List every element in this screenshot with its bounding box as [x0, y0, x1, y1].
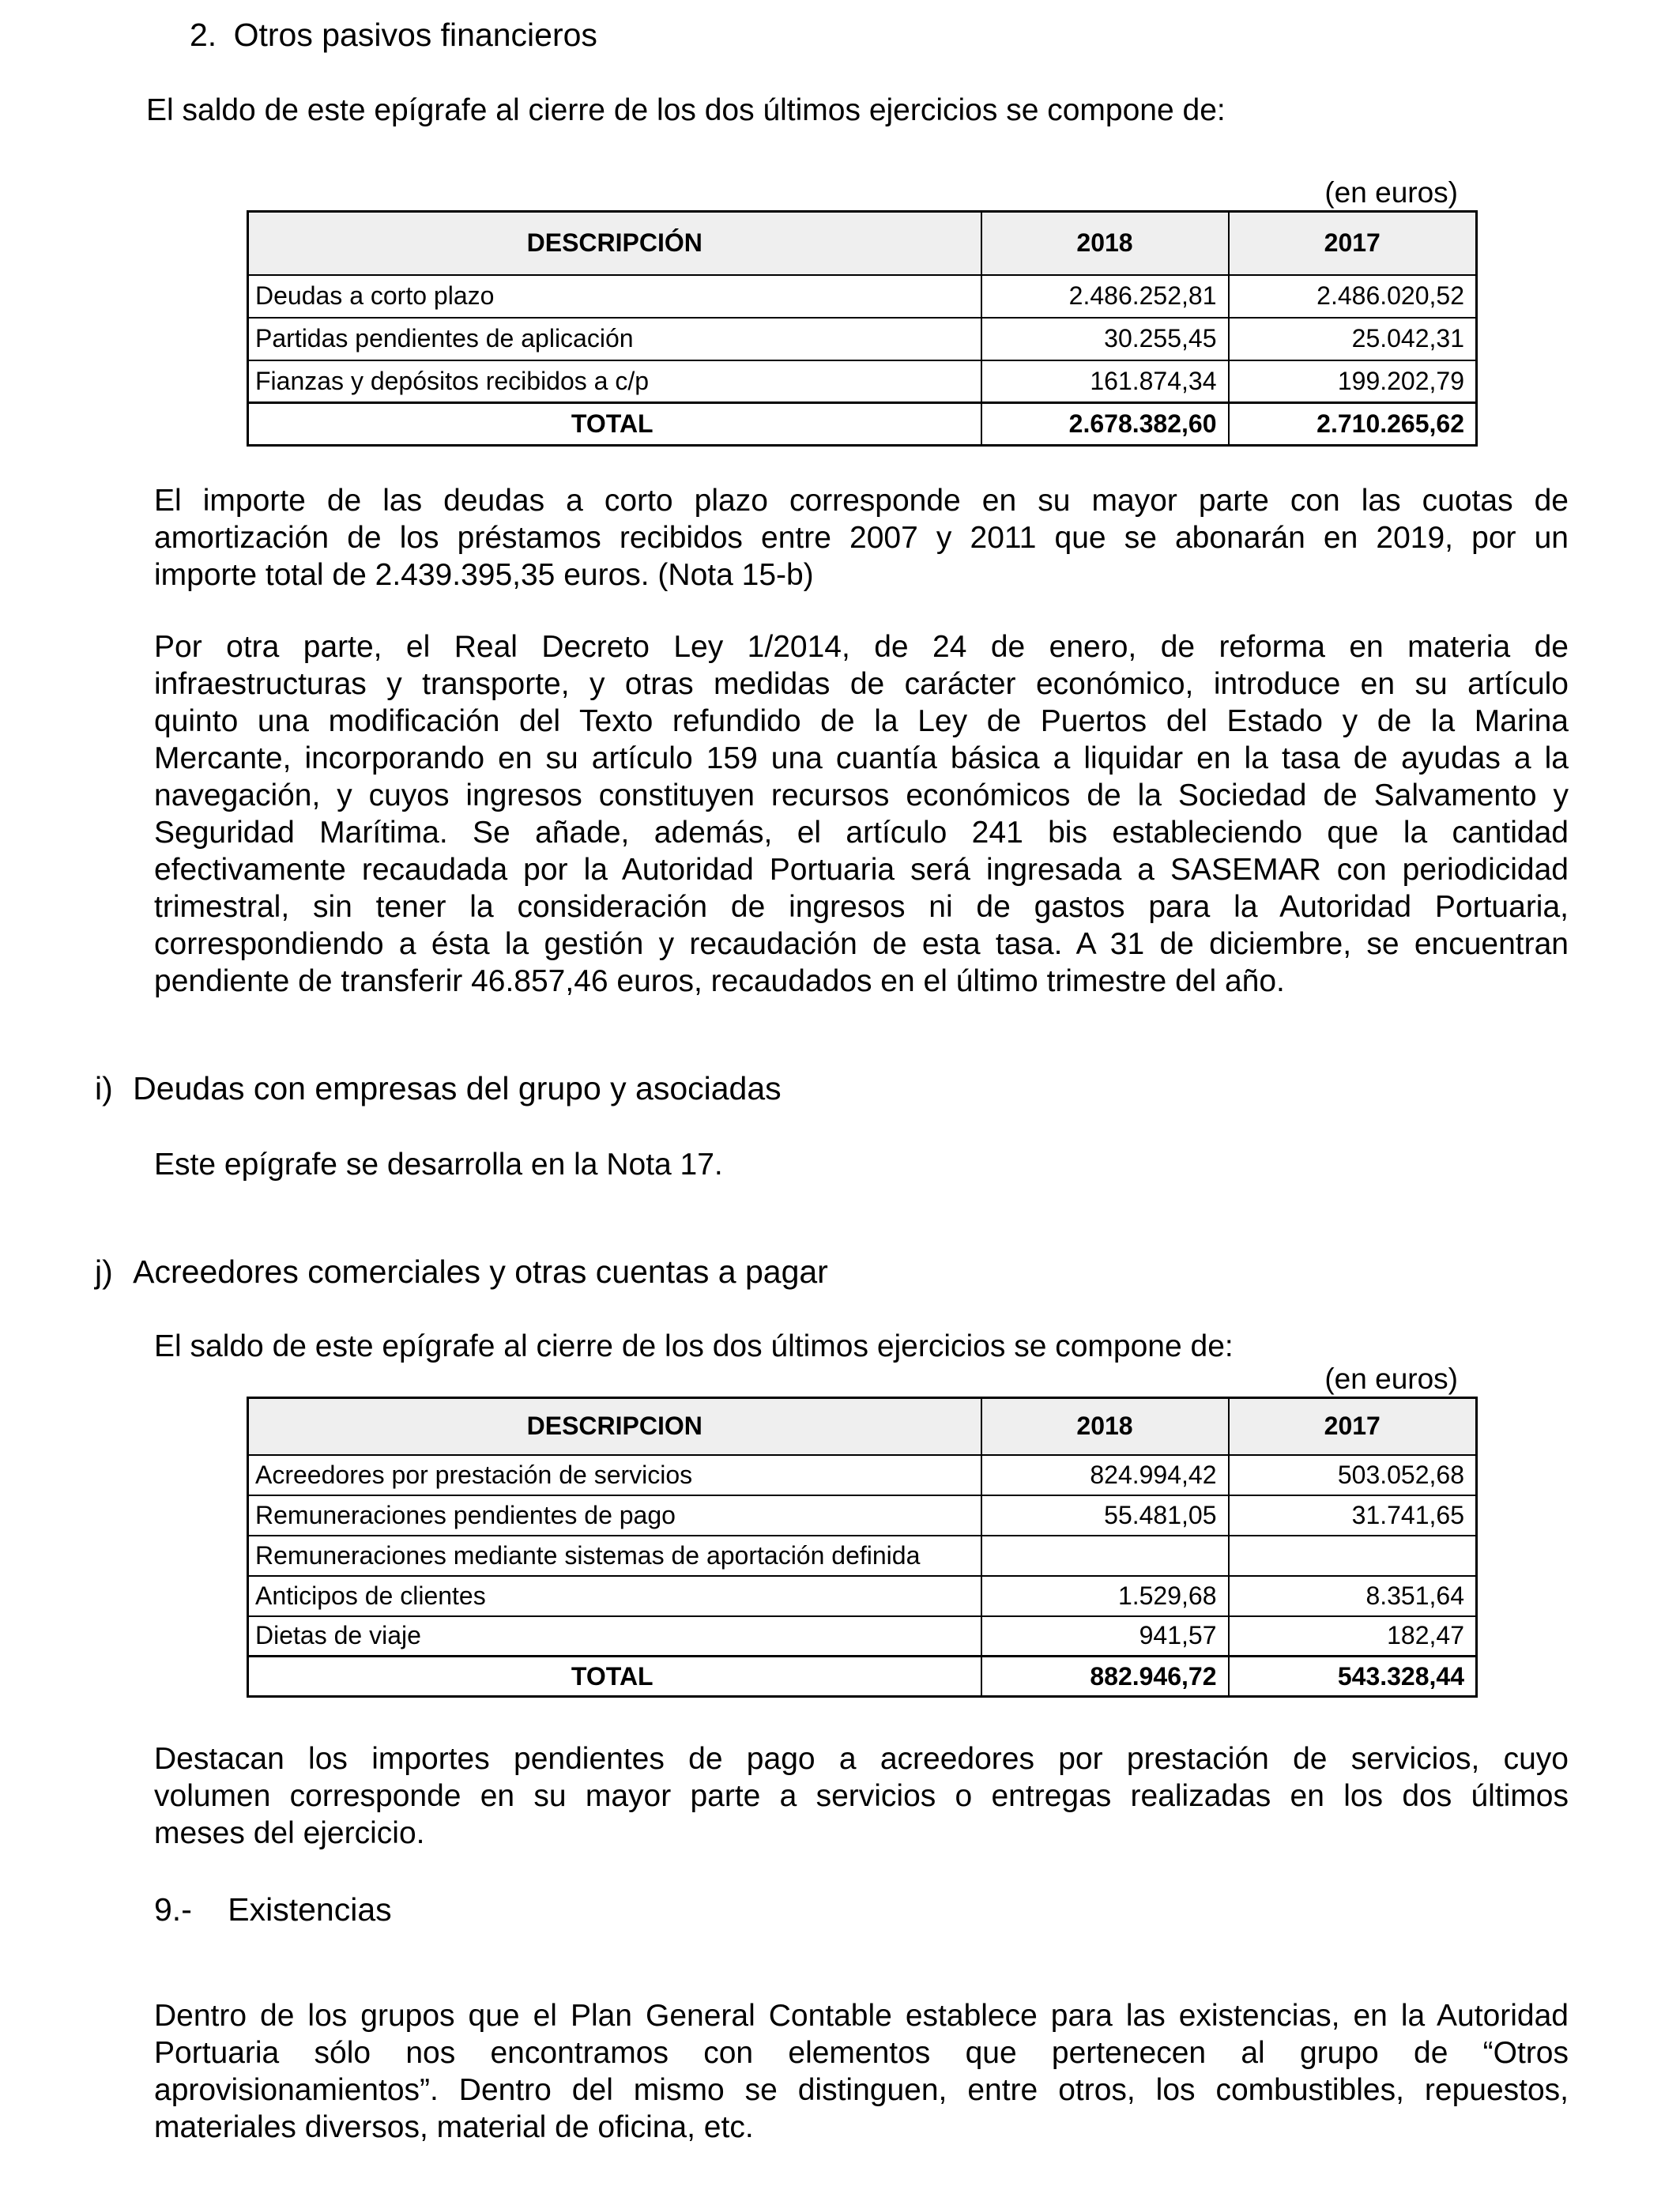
row-2017: 31.741,65: [1229, 1495, 1477, 1536]
total-2018: 2.678.382,60: [981, 403, 1229, 446]
paragraph-line: materiales diversos, material de oficina, etc.: [154, 2110, 754, 2144]
row-2018: 161.874,34: [981, 360, 1229, 403]
row-2017: 25.042,31: [1229, 318, 1477, 360]
acreedores-table: [247, 1397, 1478, 1698]
paragraph-line: amortización de los préstamos recibidos entre 2007 y 2011 que se abonarán en 2019, por un: [154, 521, 1569, 555]
header-2017: 2017: [1229, 1398, 1477, 1455]
row-2017: 2.486.020,52: [1229, 275, 1477, 318]
paragraph-existencias: [154, 1997, 1569, 2146]
row-2017: [1229, 1536, 1477, 1576]
paragraph-acreedores: [154, 1740, 1569, 1852]
table-row: [248, 1455, 1477, 1495]
section-2-unit: (en euros): [1324, 176, 1458, 209]
table-total-row: [248, 1657, 1477, 1697]
row-desc: Anticipos de clientes: [248, 1576, 981, 1616]
section-9-number: 9.-: [154, 1891, 192, 1928]
table-row: [248, 318, 1477, 360]
row-2018: 941,57: [981, 1616, 1229, 1657]
row-desc: Dietas de viaje: [248, 1616, 981, 1657]
table-row: [248, 1536, 1477, 1576]
paragraph-line: Dentro de los grupos que el Plan General Contable establece para las existencias, en la Autoridad: [154, 1999, 1569, 2033]
pasivos-table: [247, 210, 1478, 447]
paragraph-line: El importe de las deudas a corto plazo corresponde en su mayor parte con las cuotas de: [154, 484, 1569, 518]
row-2017: 503.052,68: [1229, 1455, 1477, 1495]
paragraph-line: correspondiendo a ésta la gestión y recaudación de esta tasa. A 31 de diciembre, se encuentran: [154, 927, 1569, 961]
total-2018: 882.946,72: [981, 1657, 1229, 1697]
paragraph-line: volumen corresponde en su mayor parte a servicios o entregas realizadas en los dos últimos: [154, 1779, 1569, 1813]
section-j-unit: (en euros): [1324, 1363, 1458, 1395]
table-total-row: [248, 403, 1477, 446]
table-row: [248, 1616, 1477, 1657]
row-2017: 199.202,79: [1229, 360, 1477, 403]
paragraph-line: efectivamente recaudada por la Autoridad Portuaria será ingresada a SASEMAR con periodicidad: [154, 853, 1569, 887]
table-row: [248, 275, 1477, 318]
row-desc: Partidas pendientes de aplicación: [248, 318, 981, 360]
paragraph-line: pendiente de transferir 46.857,46 euros, recaudados en el último trimestre del año.: [154, 964, 1285, 998]
section-2-title: Otros pasivos financieros: [233, 17, 597, 53]
paragraph-line: trimestral, sin tener la consideración de ingresos ni de gastos para la Autoridad Portuaria,: [154, 890, 1569, 924]
section-2-number: 2.: [190, 17, 217, 53]
total-label: TOTAL: [248, 1657, 981, 1697]
header-2018: 2018: [981, 1398, 1229, 1455]
table-row: [248, 360, 1477, 403]
paragraph-line: Portuaria sólo nos encontramos con elementos que pertenecen al grupo de “Otros: [154, 2036, 1569, 2070]
section-j-heading: [95, 1253, 828, 1291]
section-j-title: Acreedores comerciales y otras cuentas a pagar: [133, 1253, 828, 1290]
total-label: TOTAL: [248, 403, 981, 446]
header-descripcion: DESCRIPCIÓN: [248, 212, 981, 275]
paragraph-line: navegación, y cuyos ingresos constituyen recursos económicos de la Sociedad de Salvamento y: [154, 778, 1569, 812]
row-2017: 8.351,64: [1229, 1576, 1477, 1616]
row-2018: 30.255,45: [981, 318, 1229, 360]
table-row: [248, 1495, 1477, 1536]
row-2018: 824.994,42: [981, 1455, 1229, 1495]
paragraph-line: Mercante, incorporando en su artículo 159 una cuantía básica a liquidar en la tasa de ayudas a la: [154, 741, 1569, 775]
row-desc: Deudas a corto plazo: [248, 275, 981, 318]
section-i-letter: i): [95, 1070, 113, 1106]
section-i-text: Este epígrafe se desarrolla en la Nota 17.: [154, 1148, 723, 1182]
row-desc: Acreedores por prestación de servicios: [248, 1455, 981, 1495]
paragraph-line: Por otra parte, el Real Decreto Ley 1/2014, de 24 de enero, de reforma en materia de: [154, 630, 1569, 664]
row-2018: 2.486.252,81: [981, 275, 1229, 318]
paragraph-deudas-corto-plazo: [154, 482, 1569, 594]
section-i-title: Deudas con empresas del grupo y asociadas: [133, 1070, 782, 1106]
section-j-intro: El saldo de este epígrafe al cierre de los dos últimos ejercicios se compone de:: [154, 1329, 1234, 1363]
table-row: [248, 1576, 1477, 1616]
section-9-title: Existencias: [228, 1891, 392, 1928]
section-2-heading: [190, 16, 597, 54]
row-desc: Remuneraciones mediante sistemas de aportación definida: [248, 1536, 981, 1576]
total-2017: 2.710.265,62: [1229, 403, 1477, 446]
row-2018: [981, 1536, 1229, 1576]
paragraph-line: quinto una modificación del Texto refundido de la Ley de Puertos del Estado y de la Marina: [154, 704, 1569, 738]
paragraph-line: aprovisionamientos”. Dentro del mismo se distinguen, entre otros, los combustibles, repuestos,: [154, 2073, 1569, 2107]
header-2017: 2017: [1229, 212, 1477, 275]
row-2018: 1.529,68: [981, 1576, 1229, 1616]
header-2018: 2018: [981, 212, 1229, 275]
table-header-row: [248, 212, 1477, 275]
row-2017: 182,47: [1229, 1616, 1477, 1657]
paragraph-line: infraestructuras y transporte, y otras medidas de carácter económico, introduce en su artículo: [154, 667, 1569, 701]
paragraph-line: importe total de 2.439.395,35 euros. (Nota 15-b): [154, 558, 814, 592]
paragraph-line: Seguridad Marítima. Se añade, además, el artículo 241 bis estableciendo que la cantidad: [154, 816, 1569, 850]
row-desc: Fianzas y depósitos recibidos a c/p: [248, 360, 981, 403]
row-2018: 55.481,05: [981, 1495, 1229, 1536]
total-2017: 543.328,44: [1229, 1657, 1477, 1697]
section-i-heading: [95, 1069, 782, 1107]
paragraph-line: Destacan los importes pendientes de pago a acreedores por prestación de servicios, cuyo: [154, 1742, 1569, 1776]
table-header-row: [248, 1398, 1477, 1455]
section-9-heading: [154, 1891, 392, 1928]
paragraph-real-decreto: [154, 628, 1569, 1000]
row-desc: Remuneraciones pendientes de pago: [248, 1495, 981, 1536]
paragraph-line: meses del ejercicio.: [154, 1816, 425, 1850]
section-j-letter: j): [95, 1253, 113, 1290]
section-2-intro: El saldo de este epígrafe al cierre de los dos últimos ejercicios se compone de:: [146, 93, 1226, 127]
header-descripcion: DESCRIPCION: [248, 1398, 981, 1455]
